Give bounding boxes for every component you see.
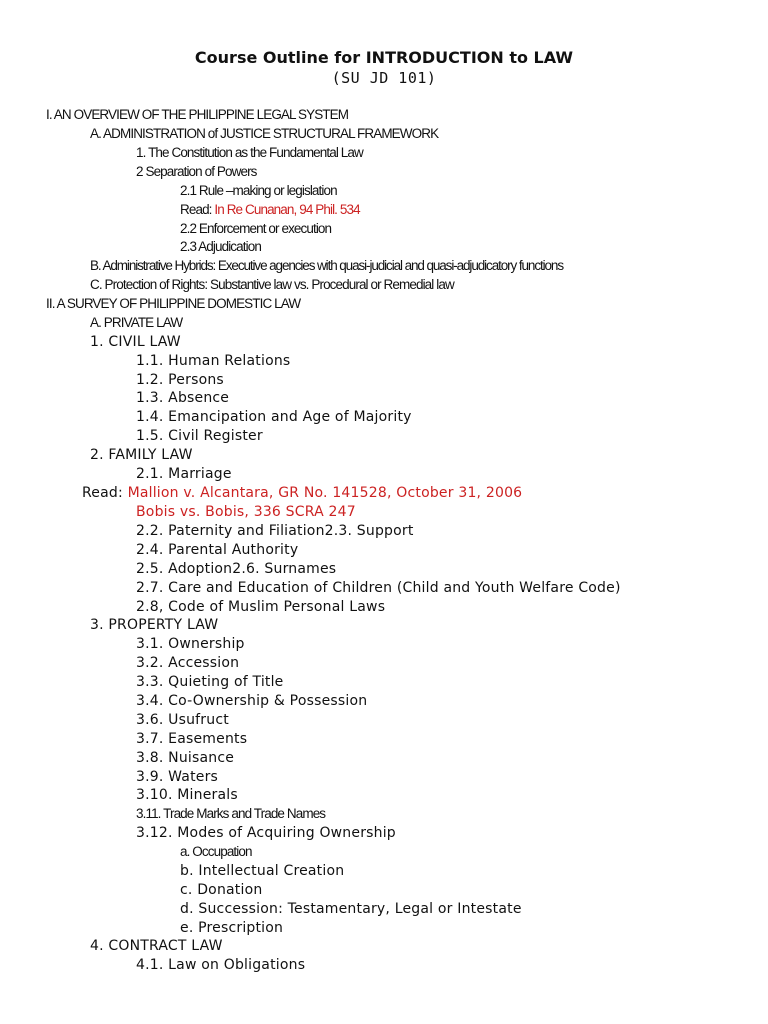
outline-item-civil-law: 1. CIVIL LAW [90, 334, 181, 350]
outline-item-2-2: 2.2. Paternity and Filiation2.3. Support [136, 523, 414, 539]
outline-item-2-separation: 2 Separation of Powers [136, 164, 257, 179]
outline-item-4-1: 4.1. Law on Obligations [136, 957, 306, 973]
outline-item-3-7: 3.7. Easements [136, 731, 248, 747]
outline-item-b-intellectual: b. Intellectual Creation [180, 863, 345, 879]
outline-item-3-2: 3.2. Accession [136, 655, 240, 671]
outline-item-private-law: A. PRIVATE LAW [90, 315, 183, 330]
outline-item-2-5: 2.5. Adoption2.6. Surnames [136, 561, 337, 577]
outline-item-3-3: 3.3. Quieting of Title [136, 674, 284, 690]
outline-item-3-11: 3.11. Trade Marks and Trade Names [136, 806, 326, 821]
outline-item-c-donation: c. Donation [180, 882, 263, 898]
outline-item-1-1: 1.1. Human Relations [136, 353, 291, 369]
outline-item-property-law: 3. PROPERTY LAW [90, 617, 219, 633]
outline-item-3-1: 3.1. Ownership [136, 636, 245, 652]
outline-item-2-1: 2.1 Rule –making or legislation [180, 183, 337, 198]
outline-item-3-9: 3.9. Waters [136, 769, 219, 785]
outline-item-2-8: 2.8, Code of Muslim Personal Laws [136, 599, 386, 615]
outline-item-1-5: 1.5. Civil Register [136, 428, 263, 444]
reading-reference [180, 201, 360, 219]
outline-item-3-8: 3.8. Nuisance [136, 750, 235, 766]
outline-item-2-1-marriage: 2.1. Marriage [136, 466, 232, 482]
outline-item-a-occupation: a. Occupation [180, 844, 252, 859]
case-citation: Bobis vs. Bobis, 336 SCRA 247 [136, 504, 356, 520]
section-heading-ii: II. A SURVEY OF PHILIPPINE DOMESTIC LAW [46, 296, 301, 311]
case-citation: Mallion v. Alcantara, GR No. 141528, October 31, 2006 [127, 485, 523, 501]
outline-item-d-succession: d. Succession: Testamentary, Legal or Intestate [180, 901, 522, 917]
section-heading-i: I. AN OVERVIEW OF THE PHILIPPINE LEGAL SYSTEM [46, 107, 349, 122]
document-subtitle: (SU JD 101) [331, 69, 437, 87]
outline-item-2-3: 2.3 Adjudication [180, 239, 261, 254]
outline-item-family-law: 2. FAMILY LAW [90, 447, 193, 463]
outline-item-3-12: 3.12. Modes of Acquiring Ownership [136, 825, 396, 841]
outline-item-contract-law: 4. CONTRACT LAW [90, 938, 223, 954]
reading-reference [82, 484, 522, 502]
read-label: Read: [82, 485, 123, 501]
outline-item-3-10: 3.10. Minerals [136, 787, 238, 803]
outline-item-3-6: 3.6. Usufruct [136, 712, 229, 728]
document-title: Course Outline for INTRODUCTION to LAW [194, 48, 574, 67]
outline-item-2-7: 2.7. Care and Education of Children (Child and Youth Welfare Code) [136, 580, 621, 596]
outline-item-1-3: 1.3. Absence [136, 390, 230, 406]
outline-item-a-admin: A. ADMINISTRATION of JUSTICE STRUCTURAL FRAMEWORK [90, 126, 439, 141]
outline-item-1-2: 1.2. Persons [136, 372, 224, 388]
outline-item-2-4: 2.4. Parental Authority [136, 542, 299, 558]
outline-item-1-constitution: 1. The Constitution as the Fundamental Law [136, 145, 363, 160]
read-label: Read: [180, 202, 212, 217]
outline-item-3-4: 3.4. Co-Ownership & Possession [136, 693, 368, 709]
case-citation: In Re Cunanan, 94 Phil. 534 [214, 202, 360, 217]
outline-item-c-rights: C. Protection of Rights: Substantive law vs. Procedural or Remedial law [90, 277, 454, 292]
outline-item-b-hybrids: B. Administrative Hybrids: Executive agencies with quasi-judicial and quasi-adjudicatory functions [90, 258, 563, 273]
outline-item-1-4: 1.4. Emancipation and Age of Majority [136, 409, 412, 425]
outline-item-2-2: 2.2 Enforcement or execution [180, 221, 332, 236]
outline-item-e-prescription: e. Prescription [180, 920, 284, 936]
